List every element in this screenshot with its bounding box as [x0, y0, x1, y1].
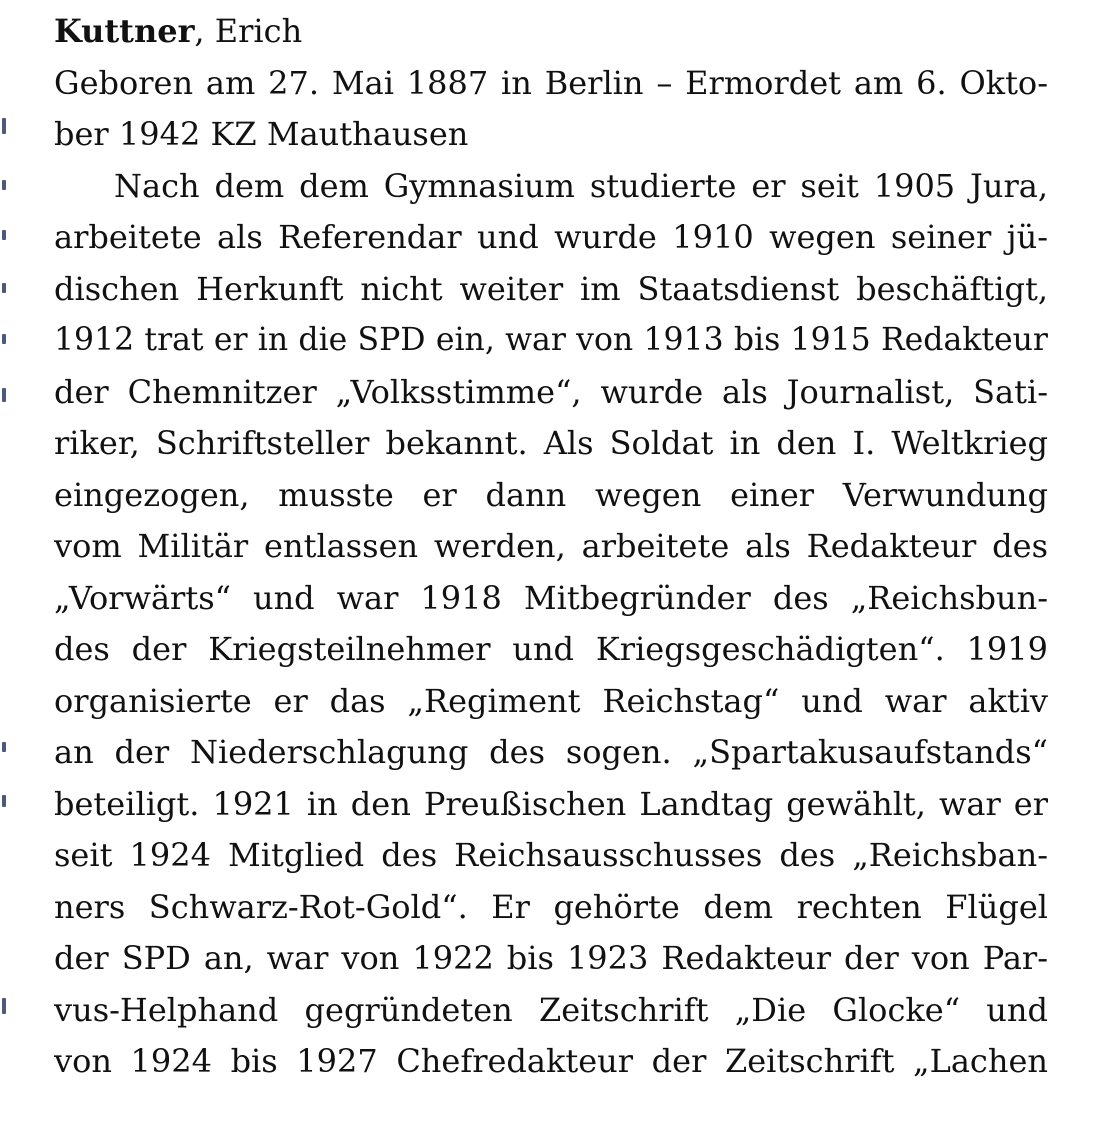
life-dates-line: Geboren am 27. Mai 1887 in Berlin – Ermordet am 6. Okto- — [54, 63, 1048, 102]
body-line: vom Militär entlassen werden, arbeitete als Redakteur des — [54, 527, 1048, 565]
body-line: eingezogen, musste er dann wegen einer Verwundung — [54, 475, 1048, 514]
body-line: Nach dem dem Gymnasium studierte er seit 1905 Jura, — [114, 166, 1048, 205]
margin-mark — [2, 998, 6, 1014]
body-line: organisierte er das „Regiment Reichstag“ und war aktiv — [54, 681, 1048, 720]
margin-mark — [2, 388, 6, 402]
body-line: vus-Helphand gegründeten Zeitschrift „Die Glocke“ und — [54, 990, 1048, 1029]
body-line: 1912 trat er in die SPD ein, war von 1913 bis 1915 Redakteur — [54, 322, 1048, 358]
body-line: dischen Herkunft nicht weiter im Staatsdienst beschäftigt, — [54, 269, 1048, 308]
body-line: beteiligt. 1921 in den Preußischen Landtag gewählt, war er — [54, 784, 1048, 823]
margin-mark — [2, 230, 6, 240]
margin-mark — [2, 795, 6, 807]
margin-mark — [2, 180, 6, 190]
body-line: von 1924 bis 1927 Chefredakteur der Zeitschrift „Lachen — [54, 1042, 1048, 1080]
margin-mark — [2, 334, 6, 344]
life-dates-line: ber 1942 KZ Mauthausen — [54, 115, 469, 153]
margin-mark — [2, 118, 6, 134]
body-line: „Vorwärts“ und war 1918 Mitbegründer des „Reichsbun- — [54, 578, 1048, 617]
biography-entry — [54, 6, 1048, 1088]
entry-surname: Kuttner — [54, 12, 195, 50]
body-line: der SPD an, war von 1922 bis 1923 Redakteur der von Par- — [54, 939, 1048, 977]
body-line: ners Schwarz-Rot-Gold“. Er gehörte dem rechten Flügel — [54, 887, 1048, 926]
margin-mark — [2, 283, 6, 293]
body-line: an der Niederschlagung des sogen. „Spartakusaufstands“ — [54, 733, 1048, 771]
body-line: arbeitete als Referendar und wurde 1910 wegen seiner jü- — [54, 218, 1048, 256]
body-line: der Chemnitzer „Volksstimme“, wurde als Journalist, Sati- — [54, 372, 1048, 411]
body-line: riker, Schriftsteller bekannt. Als Soldat in den I. Weltkrieg — [54, 424, 1048, 462]
entry-heading — [54, 6, 1048, 58]
left-margin-marks — [0, 0, 12, 1130]
body-line: des der Kriegsteilnehmer und Kriegsgeschädigten“. 1919 — [54, 630, 1048, 668]
body-line: seit 1924 Mitglied des Reichsausschusses des „Reichsban- — [54, 836, 1048, 874]
margin-mark — [2, 742, 6, 752]
entry-given-name: , Erich — [194, 12, 303, 50]
